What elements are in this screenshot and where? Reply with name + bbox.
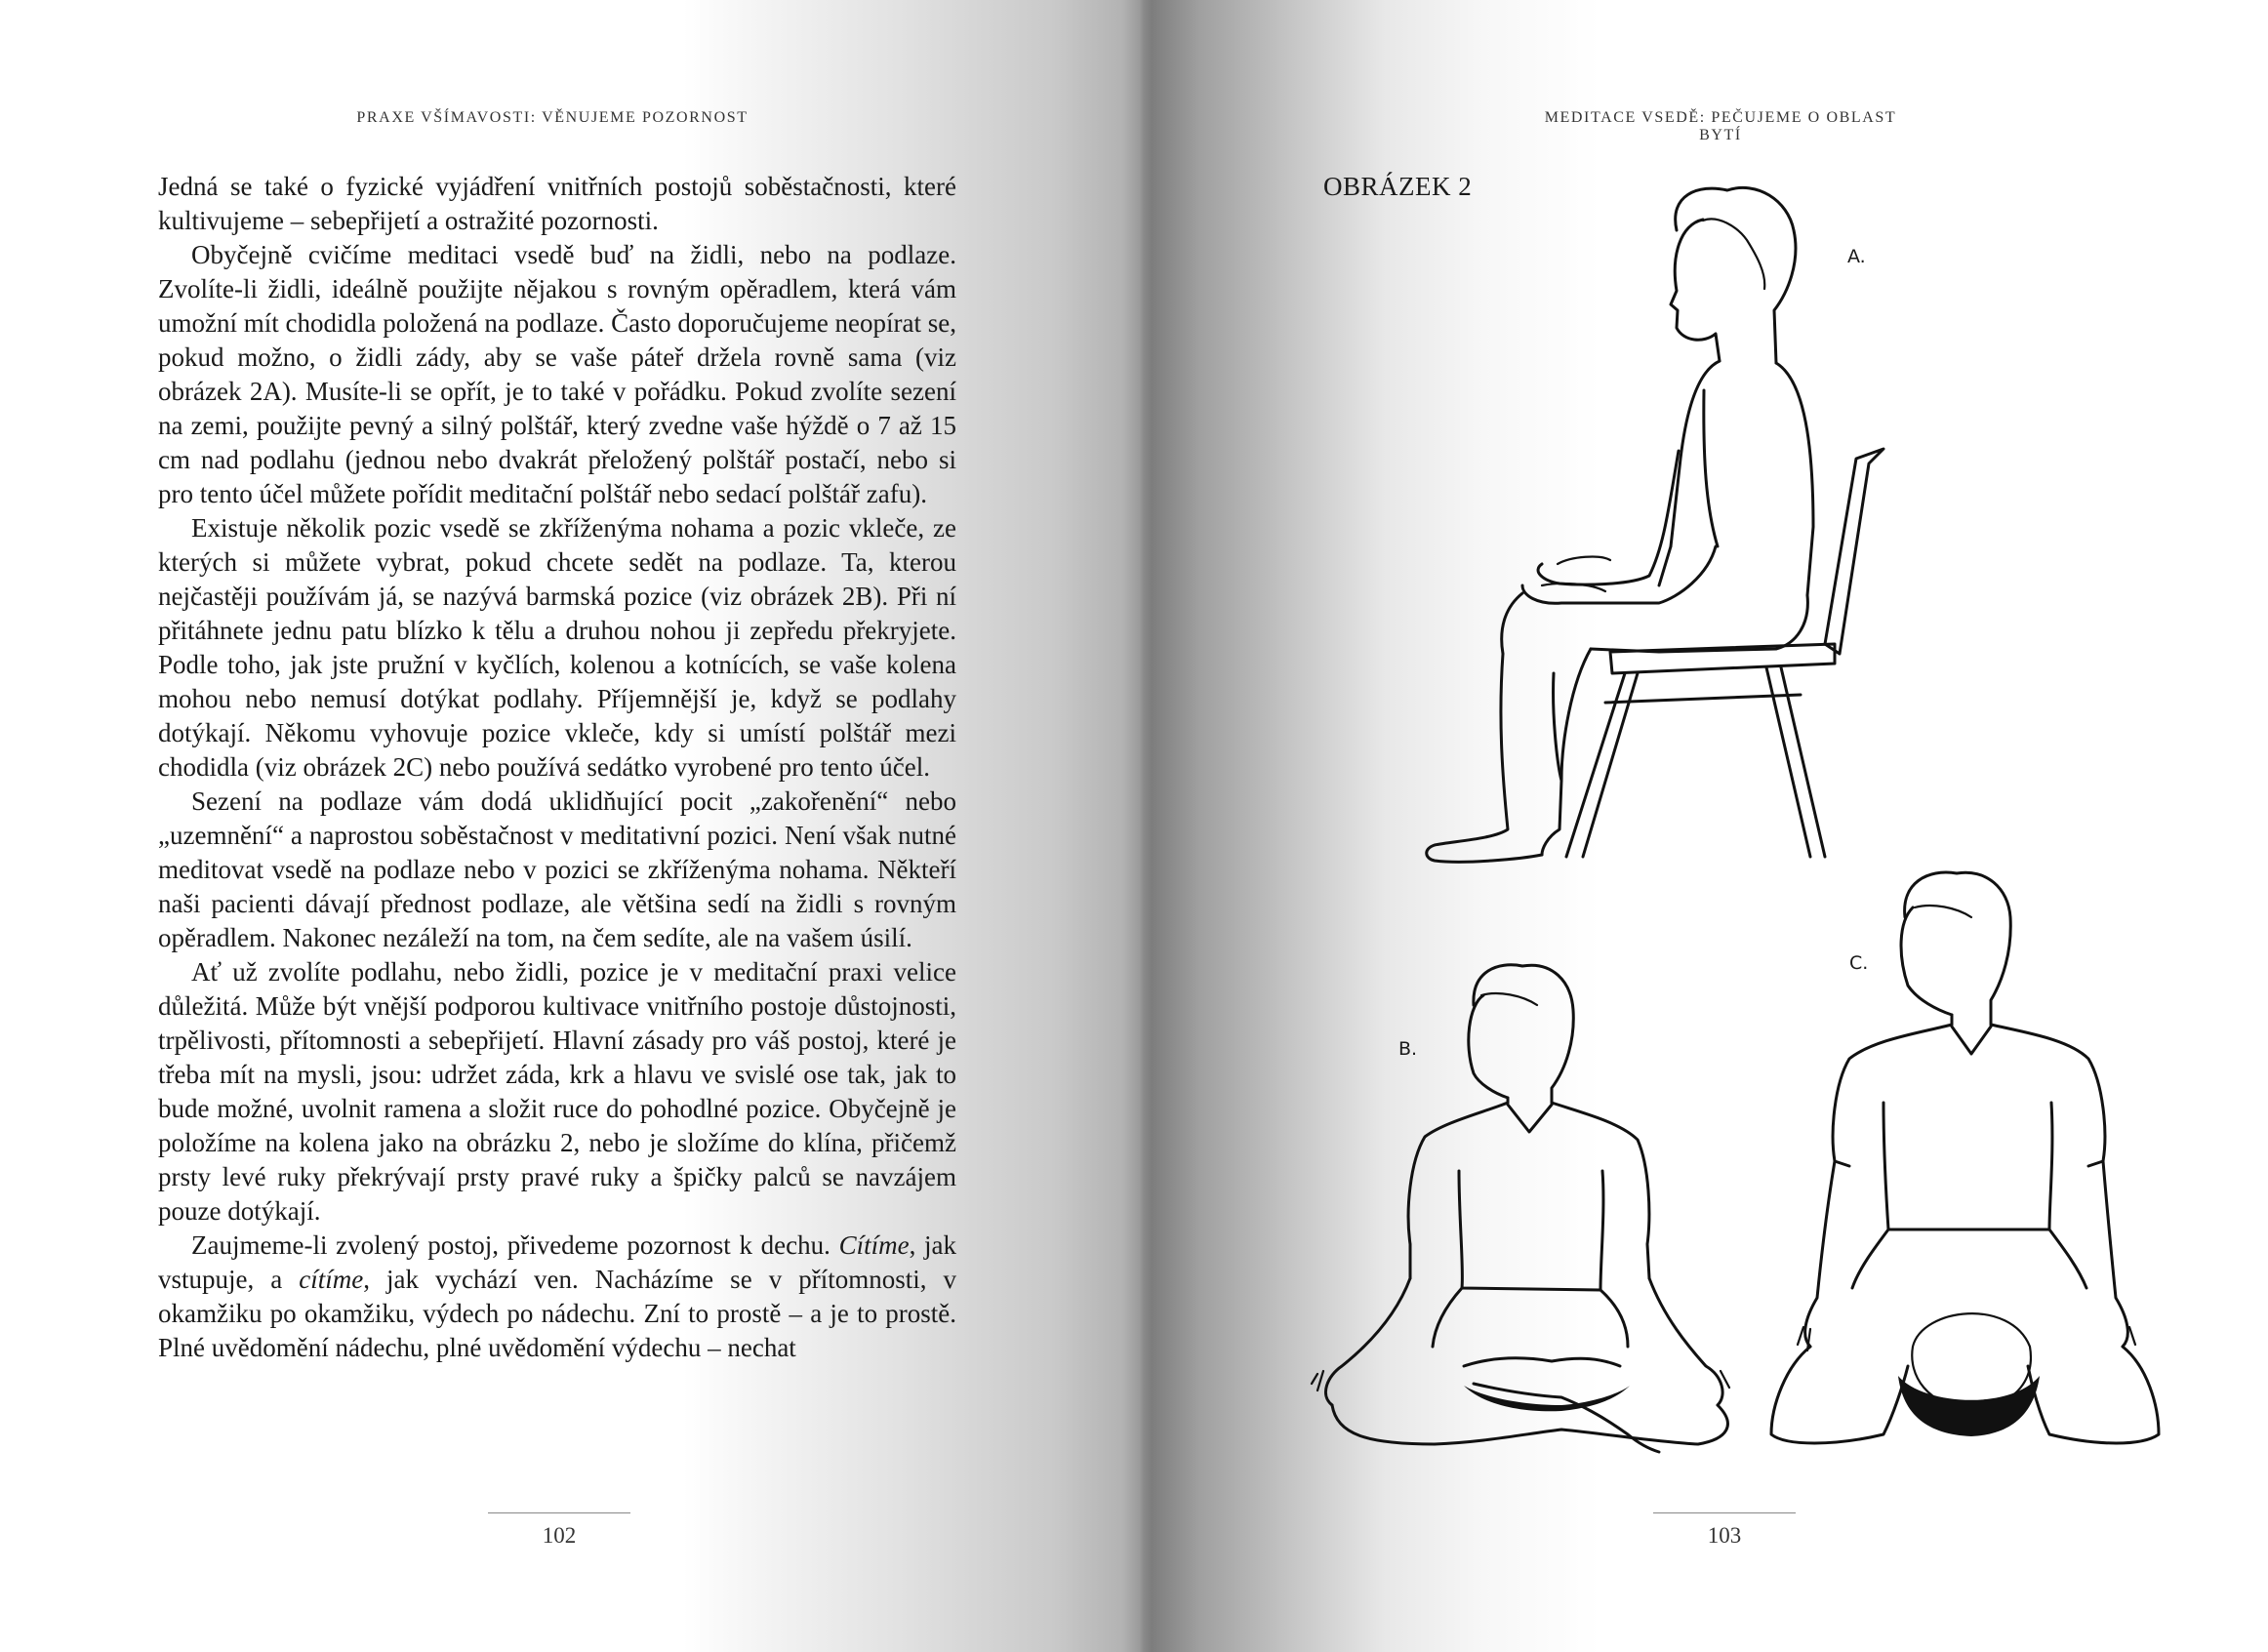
paragraph-6-part-3: , jak vychází ven. Nacházíme se v přítomnosti, v okamžiku po okamžiku, výdech po nádechu. Zní to prostě – a je to prostě. Plné uvědomění nádechu, plné uvědomění výdechu – nechat xyxy=(158,1265,956,1362)
running-head-left: PRAXE VŠÍMAVOSTI: VĚNUJEME POZORNOST xyxy=(356,109,749,126)
emphasis-citime-2: cítíme xyxy=(299,1265,364,1294)
paragraph-5: Ať už zvolíte podlahu, nebo židli, pozice je v meditační praxi velice důležitá. Může být vnější podporou kultivace vnitřního postoje důstojnosti, trpělivosti, přítomnosti a sebepřijetí. Hlavní zásady pro váš postoj, které je třeba mít na mysli, jsou: udržet záda, krk a hlavu ve svislé ose tak, jak to bude možné, uvolnit ramena a složit ruce do pohodlné pozice. Obyčejně je položíme na kolena jako na obrázku 2, nebo je složíme do klína, přičemž prsty levé ruky překrývají prsty pravé ruky a špičky palců se navzájem pouze dotýkají. xyxy=(158,957,956,1226)
running-head-right: MEDITACE VSEDĚ: PEČUJEME O OBLAST BYTÍ xyxy=(1544,109,1897,143)
figure-label-b: B. xyxy=(1398,1038,1418,1060)
folio-rule-right xyxy=(1653,1512,1796,1513)
figure-title: OBRÁZEK 2 xyxy=(1323,172,1473,201)
paragraph-2: Obyčejně cvičíme meditaci vsedě buď na židli, nebo na podlaze. Zvolíte-li židli, ideálně použijte nějakou s rovným opěradlem, která vám umožní mít chodidla položená na podlaze. Často doporučujeme neopírat se, pokud možno, o židli zády, aby se vaše páteř držela rovně sama (viz obrázek 2A). Musíte-li se opřít, je to také v pořádku. Pokud zvolíte sezení na zemi, použijte pevný a silný polštář, který zvedne vaše hýždě o 7 až 15 cm nad podlahu (jednou nebo dvakrát přeložený polštář postačí, nebo si pro tento účel můžete pořídit meditační polštář nebo sedací polštář zafu). xyxy=(158,240,957,508)
paragraph-6-part-1: Zaujmeme-li zvolený postoj, přivedeme pozornost k dechu. xyxy=(191,1230,839,1260)
paragraph-4: Sezení na podlaze vám dodá uklidňující pocit „zakořenění“ nebo „uzemnění“ a naprostou soběstačnost v meditativní pozici. Není však nutné meditovat vsedě na podlaze nebo v pozici se zkříženýma nohama. Někteří naši pacienti dávají přednost podlaze, ale většina sedí na židli s rovným opěradlem. Nakonec nezáleží na tom, na čem sedíte, ale na vašem úsilí. xyxy=(158,786,956,952)
figure-label-a: A. xyxy=(1847,246,1866,267)
paragraph-3: Existuje několik pozic vsedě se zkříženýma nohama a pozic vkleče, ze kterých si můžete vybrat, pokud chcete sedět na podlaze. Ta, kterou nejčastěji používám já, se nazývá barmská pozice (viz obrázek 2B). Při ní přitáhnete jednu patu blízko k tělu a druhou nohou ji zepředu překryjete. Podle toho, jak jste pružní v kyčlích, kolenou a kotnících, se vaše kolena mohou nebo nemusí dotýkat podlahy. Příjemnější je, když se podlahy dotýkají. Někomu vyhovuje pozice vkleče, kdy si umístí polštář mezi chodidla (viz obrázek 2C) nebo používá sedátko vyrobené pro tento účel. xyxy=(158,513,956,782)
emphasis-citime-1: Cítíme xyxy=(838,1230,910,1260)
page-number-left: 102 xyxy=(542,1523,577,1548)
paragraph-6-part-2: , jak vstupuje, a xyxy=(158,1230,956,1294)
figure-c-kneeling-sitter xyxy=(1771,872,2159,1443)
paragraph-1: Jedná se také o fyzické vyjádření vnitřních postojů soběstačnosti, které kultivujeme – sebepřijetí a ostražité pozornosti. xyxy=(158,172,956,235)
figure-a-chair-sitter xyxy=(1427,187,1883,862)
page-number-right: 103 xyxy=(1707,1523,1742,1548)
figure-label-c: C. xyxy=(1849,952,1869,974)
figure-b-burmese-sitter xyxy=(1312,965,1729,1452)
